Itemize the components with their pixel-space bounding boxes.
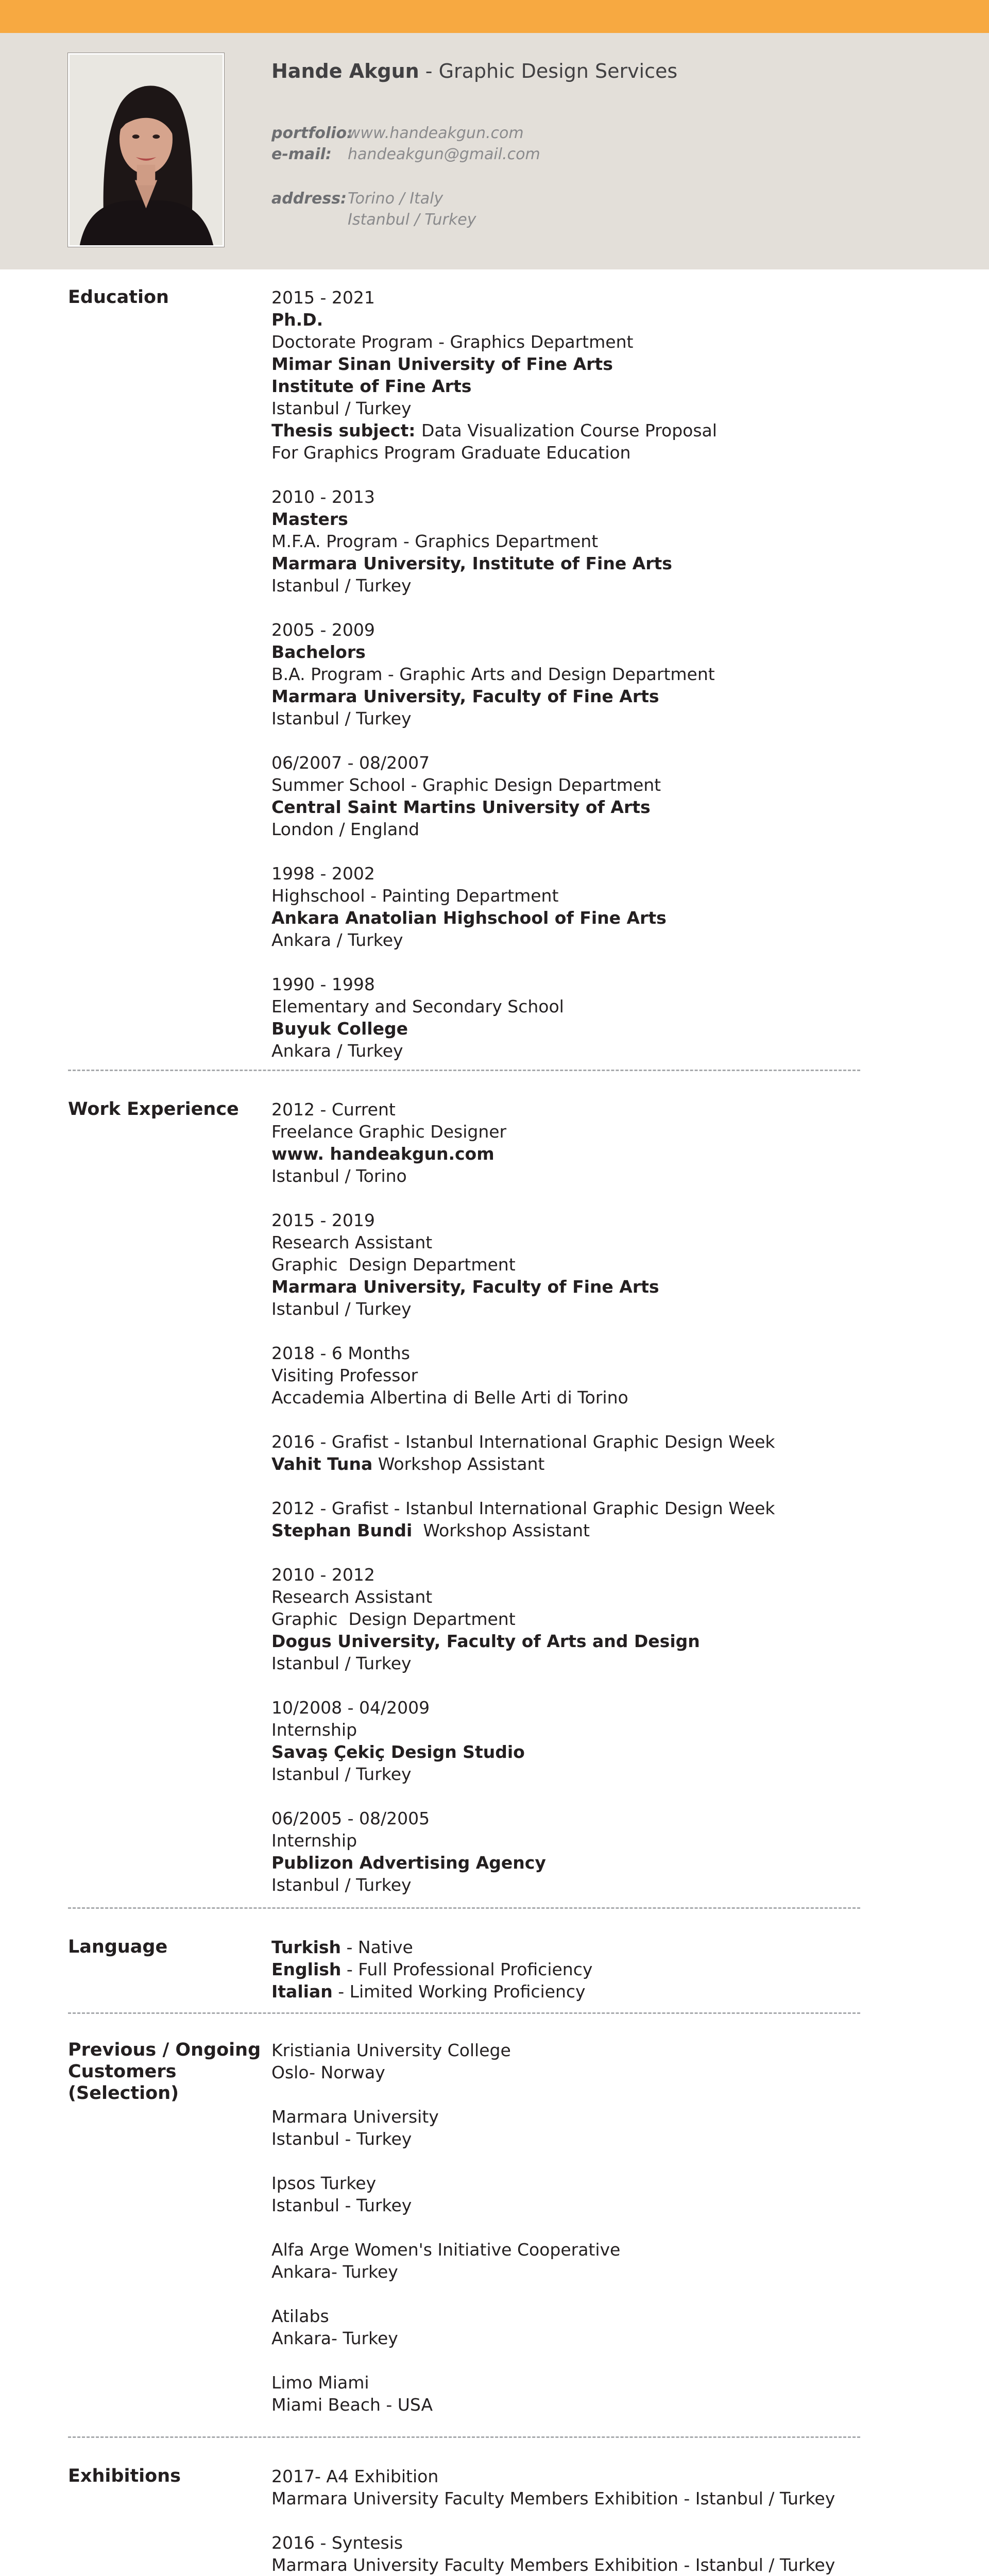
entry-line <box>271 2172 941 2194</box>
entry-text: Research Assistant <box>271 1587 433 1607</box>
entry-line <box>271 1453 941 1475</box>
entry-text-bold: Turkish <box>271 1937 342 1957</box>
person-name: Hande Akgun <box>271 60 419 82</box>
entry <box>271 2465 941 2510</box>
entry-text: 2016 - Grafist - Istanbul International Graphic Design Week <box>271 1432 775 1452</box>
entry <box>271 2106 941 2150</box>
entry <box>271 1936 941 2003</box>
entry <box>271 486 941 597</box>
section-title: Language <box>68 1937 168 1957</box>
entry <box>271 1342 941 1409</box>
entry-text: 2012 - Current <box>271 1099 396 1120</box>
entry-text: Miami Beach - USA <box>271 2395 433 2415</box>
entry-line <box>271 1829 941 1852</box>
entry-text: 2010 - 2013 <box>271 487 375 507</box>
entry-line <box>271 1018 941 1040</box>
entry-text-bold: Publizon Advertising Agency <box>271 1853 546 1873</box>
entry-line <box>271 419 941 442</box>
entry-text: Ankara / Turkey <box>271 930 403 950</box>
entry-line <box>271 2061 941 2083</box>
entry-line <box>271 1040 941 1062</box>
entry-text: - Full Professional Proficiency <box>341 1959 593 1979</box>
entry-line <box>271 1630 941 1652</box>
entry-text: Research Assistant <box>271 1232 433 1252</box>
entry-text: Freelance Graphic Designer <box>271 1122 507 1142</box>
entry-line <box>271 818 941 840</box>
entry-line <box>271 1298 941 1320</box>
entry <box>271 862 941 951</box>
section-title: Education <box>68 287 169 308</box>
entry-text-bold: Ph.D. <box>271 310 323 330</box>
entry-text: Summer School - Graphic Design Department <box>271 775 661 795</box>
entry-text-bold: Stephan Bundi <box>271 1520 413 1540</box>
entry-line <box>271 1497 941 1519</box>
entry-line <box>271 1342 941 1364</box>
entry-text-bold: Marmara University, Faculty of Fine Arts <box>271 1277 659 1297</box>
entry-text: 2015 - 2019 <box>271 1210 375 1230</box>
entry-text: B.A. Program - Graphic Arts and Design Department <box>271 664 715 684</box>
top-accent-bar <box>0 0 989 33</box>
entry-text: Limo Miami <box>271 2372 369 2393</box>
entry-text-bold: Italian <box>271 1981 333 2002</box>
entry-text: Internship <box>271 1720 357 1740</box>
entry-line <box>271 796 941 818</box>
entry-text: 2010 - 2012 <box>271 1565 375 1585</box>
entry-line <box>271 907 941 929</box>
entry-list <box>271 1936 941 2025</box>
entry-text-bold: Savaş Çekiç Design Studio <box>271 1742 525 1762</box>
section-divider <box>68 1070 860 1071</box>
email-label: e-mail: <box>271 145 332 163</box>
entry-text-bold: Marmara University, Institute of Fine Arts <box>271 553 672 573</box>
entry-text-bold: Mimar Sinan University of Fine Arts <box>271 354 613 374</box>
entry-line <box>271 2554 941 2576</box>
entry-list <box>271 286 941 1084</box>
entry-line <box>271 508 941 530</box>
entry-text: 2015 - 2021 <box>271 287 375 308</box>
entry-text: Istanbul / Turkey <box>271 398 412 418</box>
entry-line <box>271 1958 941 1980</box>
entry-line <box>271 1697 941 1719</box>
section-title: Exhibitions <box>68 2466 181 2486</box>
entry-list <box>271 2465 941 2576</box>
entry-line <box>271 1719 941 1741</box>
entry-text: Doctorate Program - Graphics Department <box>271 332 634 352</box>
entry-text: Ankara / Turkey <box>271 1041 403 1061</box>
entry-line <box>271 1852 941 1874</box>
entry-line <box>271 973 941 995</box>
entry-line <box>271 663 941 685</box>
entry-line <box>271 2106 941 2128</box>
entry-text: Istanbul / Turkey <box>271 1764 412 1784</box>
entry-text-bold: www. handeakgun.com <box>271 1144 494 1164</box>
entry-line <box>271 995 941 1018</box>
entry-text: Graphic Design Department <box>271 1609 516 1629</box>
entry-line <box>271 1209 941 1231</box>
entry-line <box>271 1741 941 1763</box>
entry-line <box>271 619 941 641</box>
header-name-title <box>271 60 677 82</box>
entry-text: 2017- A4 Exhibition <box>271 2466 439 2486</box>
entry-text: 1990 - 1998 <box>271 974 375 994</box>
entry-text: London / England <box>271 819 420 839</box>
entry-text: Alfa Arge Women's Initiative Cooperative <box>271 2240 621 2260</box>
entry-text: Workshop Assistant <box>412 1520 590 1540</box>
entry-text: Ipsos Turkey <box>271 2173 377 2193</box>
entry-text: Istanbul - Turkey <box>271 2195 412 2215</box>
entry-text: 2005 - 2009 <box>271 620 375 640</box>
address-line: Istanbul / Turkey <box>348 211 476 229</box>
entry <box>271 2172 941 2216</box>
entry-text: 06/2005 - 08/2005 <box>271 1808 430 1828</box>
email-link[interactable]: handeakgun@gmail.com <box>348 145 540 163</box>
entry-text-bold: Central Saint Martins University of Arts <box>271 797 651 817</box>
entry-list <box>271 2039 941 2438</box>
entry-line <box>271 2039 941 2061</box>
entry-line <box>271 552 941 574</box>
entry-text: Istanbul / Turkey <box>271 708 412 728</box>
entry-line <box>271 2532 941 2554</box>
entry-text: Graphic Design Department <box>271 1255 516 1275</box>
entry-line <box>271 2261 941 2283</box>
entry <box>271 2532 941 2576</box>
entry <box>271 1564 941 1674</box>
entry-line <box>271 530 941 552</box>
section-title: Work Experience <box>68 1099 239 1120</box>
entry-line <box>271 1763 941 1785</box>
entry-text-bold: Ankara Anatolian Highschool of Fine Arts <box>271 908 667 928</box>
portfolio-link[interactable]: www.handeakgun.com <box>348 124 524 142</box>
entry-line <box>271 397 941 419</box>
entry-text: - Native <box>341 1937 413 1957</box>
entry-line <box>271 331 941 353</box>
section-divider <box>68 1907 860 1909</box>
entry-line <box>271 1586 941 1608</box>
entry <box>271 2371 941 2416</box>
entry-line <box>271 1231 941 1253</box>
entry-text: 1998 - 2002 <box>271 863 375 884</box>
entry-line <box>271 1608 941 1630</box>
entry-text: - Limited Working Proficiency <box>332 1981 586 2002</box>
section-divider <box>68 2436 860 2438</box>
entry-text: Istanbul / Torino <box>271 1166 407 1186</box>
entry-text: Istanbul / Turkey <box>271 575 412 596</box>
title-separator: - <box>419 60 439 82</box>
cv-header <box>0 33 989 269</box>
entry-line <box>271 885 941 907</box>
entry-line <box>271 1564 941 1586</box>
entry-line <box>271 862 941 885</box>
entry-text-bold: Bachelors <box>271 642 366 662</box>
entry <box>271 1209 941 1320</box>
entry <box>271 619 941 730</box>
entry-text: Workshop Assistant <box>372 1454 545 1474</box>
entry-line <box>271 353 941 375</box>
entry-text-bold: Institute of Fine Arts <box>271 376 472 396</box>
entry-line <box>271 574 941 597</box>
entry-text-bold: Dogus University, Faculty of Arts and Design <box>271 1631 700 1651</box>
portfolio-label: portfolio: <box>271 124 353 142</box>
entry-text: Atilabs <box>271 2306 329 2326</box>
entry-line <box>271 1936 941 1958</box>
entry-line <box>271 2394 941 2416</box>
entry-line <box>271 1874 941 1896</box>
entry-line <box>271 309 941 331</box>
address-label: address: <box>271 190 347 208</box>
entry-line <box>271 707 941 730</box>
contact-block <box>271 123 540 165</box>
entry-text: For Graphics Program Graduate Education <box>271 443 631 463</box>
entry-line <box>271 1143 941 1165</box>
entry-line <box>271 2327 941 2349</box>
entry-line <box>271 2239 941 2261</box>
entry-line <box>271 2194 941 2216</box>
entry-line <box>271 685 941 707</box>
entry-line <box>271 1253 941 1276</box>
entry-text: Kristiania University College <box>271 2040 511 2060</box>
entry-text: 2018 - 6 Months <box>271 1343 410 1363</box>
entry-text-bold: Vahit Tuna <box>271 1454 373 1474</box>
entry-text: 2016 - Syntesis <box>271 2533 403 2553</box>
entry-line <box>271 1652 941 1674</box>
entry-line <box>271 1519 941 1541</box>
entry-text: Istanbul / Turkey <box>271 1299 412 1319</box>
entry-text-bold: Marmara University, Faculty of Fine Arts <box>271 686 659 706</box>
entry-line <box>271 1098 941 1121</box>
entry-line <box>271 2371 941 2394</box>
entry-text: Accademia Albertina di Belle Arti di Torino <box>271 1387 628 1408</box>
entry-text: Internship <box>271 1831 357 1851</box>
entry-text: Elementary and Secondary School <box>271 996 564 1016</box>
entry-text: M.F.A. Program - Graphics Department <box>271 531 599 551</box>
entry-line <box>271 2128 941 2150</box>
section-title: Previous / Ongoing Customers (Selection) <box>68 2040 261 2104</box>
entry-text: 06/2007 - 08/2007 <box>271 753 430 773</box>
entry <box>271 2305 941 2349</box>
entry <box>271 1807 941 1896</box>
entry <box>271 752 941 840</box>
entry-text: 2012 - Grafist - Istanbul International Graphic Design Week <box>271 1498 775 1518</box>
entry-line <box>271 929 941 951</box>
entry-line <box>271 1386 941 1409</box>
entry-line <box>271 1431 941 1453</box>
entry-text-bold: English <box>271 1959 342 1979</box>
entry-text: Visiting Professor <box>271 1365 418 1385</box>
entry-text: Ankara- Turkey <box>271 2328 398 2348</box>
entry-line <box>271 2487 941 2510</box>
entry-list <box>271 1098 941 1918</box>
entry-line <box>271 1807 941 1829</box>
entry-text: Highschool - Painting Department <box>271 886 559 906</box>
entry <box>271 286 941 464</box>
entry-text: Ankara- Turkey <box>271 2262 398 2282</box>
person-title: Graphic Design Services <box>438 60 678 82</box>
entry-line <box>271 1165 941 1187</box>
entry-text: Marmara University Faculty Members Exhibition - Istanbul / Turkey <box>271 2488 835 2509</box>
entry <box>271 1497 941 1541</box>
entry-text: Marmara University Faculty Members Exhibition - Istanbul / Turkey <box>271 2555 835 2575</box>
entry-text: Marmara University <box>271 2107 439 2127</box>
entry-line <box>271 752 941 774</box>
entry-line <box>271 442 941 464</box>
entry-text: Istanbul / Turkey <box>271 1875 412 1895</box>
entry <box>271 1697 941 1785</box>
entry-line <box>271 1364 941 1386</box>
address-line: Torino / Italy <box>348 190 444 208</box>
entry-text-bold: Masters <box>271 509 348 529</box>
entry-text: Istanbul - Turkey <box>271 2129 412 2149</box>
entry-text: Data Visualization Course Proposal <box>421 420 717 440</box>
section-divider <box>68 2012 860 2014</box>
entry-line <box>271 486 941 508</box>
entry <box>271 1431 941 1475</box>
entry-line <box>271 286 941 309</box>
entry-line <box>271 1121 941 1143</box>
entry-text: 10/2008 - 04/2009 <box>271 1698 430 1718</box>
entry <box>271 973 941 1062</box>
entry-line <box>271 1276 941 1298</box>
address-block <box>271 188 476 230</box>
entry-line <box>271 375 941 397</box>
entry-text-bold: Buyuk College <box>271 1019 408 1039</box>
entry <box>271 1098 941 1187</box>
entry-line <box>271 1980 941 2003</box>
entry-text: Istanbul / Turkey <box>271 1653 412 1673</box>
entry-line <box>271 774 941 796</box>
entry-text-bold: Thesis subject: <box>271 420 421 440</box>
entry <box>271 2239 941 2283</box>
entry-line <box>271 641 941 663</box>
entry-text: Oslo- Norway <box>271 2062 385 2082</box>
entry-line <box>271 2305 941 2327</box>
entry <box>271 2039 941 2083</box>
profile-photo <box>68 53 224 247</box>
entry-line <box>271 2465 941 2487</box>
